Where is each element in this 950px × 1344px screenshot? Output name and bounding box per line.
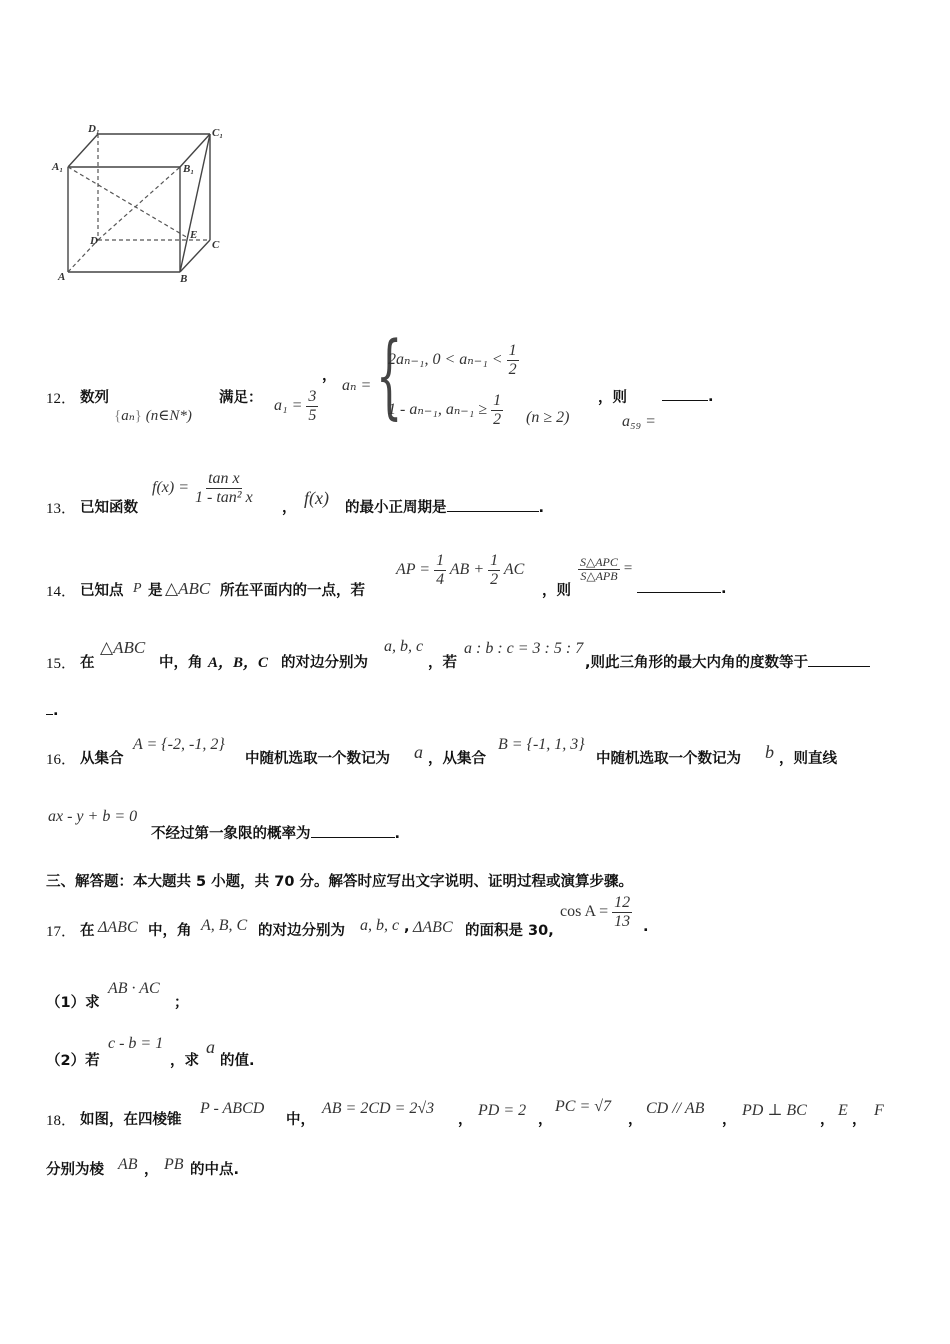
q16-text-5: ，则直线 — [779, 751, 837, 767]
q15-text-4: ，若 — [428, 655, 457, 671]
q14-frac-2-den: 2 — [490, 570, 499, 588]
q13-number: 13． — [46, 501, 77, 517]
q18-cond-2: PD = 2 — [478, 1102, 527, 1119]
q14-area-num: S△APC — [580, 555, 618, 569]
q17-triangle: ΔABC — [98, 919, 138, 936]
q14-vector-eq — [396, 552, 524, 589]
q17-part-2-tail: 的值. — [220, 1053, 255, 1069]
q16-text-1: 从集合 — [80, 751, 124, 767]
q12-text-3: ，则 — [598, 390, 627, 406]
q17-part-1-tail: ； — [174, 995, 189, 1011]
q18-line-2-text-2: ， — [144, 1162, 159, 1178]
q13-f-num: tan x — [208, 470, 240, 487]
q17-part-1-label: （1）求 — [46, 995, 100, 1011]
q17-part-2-var-a: a — [206, 1037, 215, 1057]
q12-case-2-lhs: 1 - aₙ₋₁, aₙ₋₁ ≥ — [388, 401, 488, 419]
q17-angles: A, B, C — [201, 917, 248, 934]
q12-case-1-lhs: 2aₙ₋₁, 0 < aₙ₋₁ < — [388, 351, 503, 369]
q18-sep-1: ， — [458, 1112, 473, 1128]
q14-text-3: 所在平面内的一点，若 — [220, 583, 365, 599]
q16-number: 16． — [46, 752, 77, 768]
q18-line-2-text-1: 分别为棱 — [46, 1162, 104, 1178]
q15-angles: A，B，C — [208, 655, 269, 671]
q13-text-3: 的最小正周期是 — [345, 500, 447, 516]
q17-part-2-text: ，求 — [170, 1053, 199, 1069]
q16-blank-line — [311, 836, 395, 838]
label-b1: B₁ — [183, 163, 195, 175]
q16-var-a: a — [414, 742, 423, 762]
q17-comma: , — [404, 919, 410, 935]
label-d1: D₁ — [88, 123, 100, 135]
q14-ab: AB + — [449, 561, 485, 579]
q18-cond-4: CD // AB — [646, 1100, 705, 1117]
q18-text-2: 中， — [286, 1112, 315, 1128]
q17-cos-den: 13 — [614, 912, 631, 930]
q13-function — [152, 470, 255, 507]
q15-triangle: △ABC — [100, 638, 146, 657]
q14-ap: AP = — [396, 561, 431, 579]
q15-line — [585, 651, 870, 672]
q18-number: 18． — [46, 1113, 77, 1129]
q13-text-1: 已知函数 — [80, 500, 138, 516]
q13-tail: . — [538, 500, 545, 516]
q12-text-2: 满足： — [219, 390, 263, 406]
q12-an-lhs: aₙ = — [342, 377, 372, 394]
q12-a1 — [274, 388, 318, 425]
q15-sides: a, b, c — [384, 638, 424, 655]
q17-part-2-label: （2）若 — [46, 1053, 100, 1069]
q17-tail: . — [643, 919, 649, 935]
q13-line — [345, 496, 544, 517]
q15-text-1: 在 — [80, 655, 95, 671]
q18-sep-3: ， — [628, 1112, 643, 1128]
q13-f-den: 1 - tan² x — [195, 488, 253, 506]
q12-a59: a₅₉ = — [622, 413, 656, 430]
q14-frac-1 — [434, 552, 446, 589]
q13-fx: f(x) — [304, 488, 329, 508]
label-a: A — [58, 271, 66, 283]
q17-part-2-expr: c - b = 1 — [108, 1035, 164, 1052]
label-c: C — [212, 239, 220, 251]
q12-seq: {aₙ} (n∈N*) — [114, 408, 192, 424]
q12-a1-fraction — [306, 388, 318, 425]
q12-case-1-num: 1 — [508, 342, 517, 359]
q14-area-ratio — [578, 556, 633, 584]
label-c1: C₁ — [212, 127, 224, 139]
q18-sep-2: ， — [538, 1112, 553, 1128]
q17-triangle-2: ΔABC — [413, 919, 453, 936]
q14-triangle: △ABC — [165, 579, 211, 598]
q18-text-1: 如图，在四棱锥 — [80, 1112, 182, 1128]
q18-pyramid: P - ABCD — [200, 1100, 265, 1117]
q14-point-p: P — [133, 581, 142, 596]
q16-line-eq: ax - y + b = 0 — [48, 808, 138, 825]
q15-blank-line-2 — [46, 713, 53, 715]
edge-a1d1 — [68, 134, 98, 167]
q18-point-f: F — [874, 1102, 884, 1119]
q18-sep-5: ， — [820, 1112, 835, 1128]
q12-a1-den: 5 — [308, 406, 317, 424]
q18-sep-6: ， — [852, 1112, 867, 1128]
q15-blank-line-1 — [808, 665, 870, 667]
q12-number: 12． — [46, 391, 77, 407]
q13-comma: ， — [282, 500, 297, 516]
q14-eq: = — [622, 560, 634, 577]
q14-area-den: S△APB — [580, 569, 618, 584]
q16-text-4: 中随机选取一个数记为 — [596, 751, 741, 767]
q15-text-3: 的对边分别为 — [281, 655, 368, 671]
q16-line-2 — [151, 822, 400, 843]
q17-number: 17． — [46, 924, 77, 940]
q17-text-2: 中，角 — [148, 923, 192, 939]
q17-cos-fraction — [612, 894, 632, 931]
q15-ratio: a : b : c = 3 : 5 : 7 — [464, 640, 584, 657]
q12-case-2 — [388, 392, 503, 429]
q12-seq-symbol: aₙ — [121, 408, 135, 424]
q14-text-2: 是 — [148, 583, 163, 599]
q17-text-1: 在 — [80, 923, 95, 939]
q16-text-2: 中随机选取一个数记为 — [245, 751, 390, 767]
q13-blank-line — [447, 510, 539, 512]
q12-case-2-den: 2 — [493, 410, 502, 428]
q18-point-e: E — [838, 1102, 848, 1119]
q18-sep-4: ， — [722, 1112, 737, 1128]
edge-bc — [180, 240, 210, 272]
q14-number: 14． — [46, 584, 77, 600]
q15-text-5: ,则此三角形的最大内角的度数等于 — [585, 655, 809, 671]
q16-tail: . — [394, 826, 401, 842]
q18-edge-pb: PB — [164, 1156, 184, 1173]
q12-case-1-den: 2 — [508, 360, 517, 378]
q12-case-2-num: 1 — [493, 392, 502, 409]
q14-frac-2 — [488, 552, 500, 589]
q17-cos-num: 12 — [614, 894, 631, 911]
q14-ac: AC — [503, 561, 525, 579]
q14-tail: . — [721, 581, 727, 597]
q12-case-1-fraction — [507, 342, 519, 379]
q14-text-4: ，则 — [542, 583, 571, 599]
q17-sides: a, b, c — [360, 917, 400, 934]
q15-line-2 — [46, 702, 59, 720]
q17-text-5: 的面积是 30, — [465, 923, 554, 939]
q14-area-fraction — [578, 556, 620, 584]
q12-case-2-fraction — [491, 392, 503, 429]
diag-db1 — [98, 167, 180, 240]
q12-piecewise-brace: { — [376, 322, 403, 429]
q12-answer-blank — [662, 388, 714, 406]
q13-f-fraction — [193, 470, 255, 507]
q15-tail: . — [53, 703, 59, 719]
section-3-header: 三、解答题：本大题共 5 小题，共 70 分。解答时应写出文字说明、证明过程或演算步骤。 — [46, 874, 633, 890]
q12-condition: (n ≥ 2) — [526, 409, 570, 426]
q17-text-3: 的对边分别为 — [258, 923, 345, 939]
q16-set-a: A = {-2, -1, 2} — [133, 736, 225, 753]
q16-text-6: 不经过第一象限的概率为 — [151, 826, 311, 842]
q15-text-2: 中，角 — [159, 655, 203, 671]
q15-number: 15． — [46, 656, 77, 672]
label-e: E — [190, 229, 198, 241]
q14-frac-2-num: 1 — [490, 552, 499, 569]
q12-tail: . — [708, 389, 714, 405]
q18-edge-ab: AB — [118, 1156, 138, 1173]
q17-cos-lhs: cos A = — [560, 903, 609, 921]
q14-frac-1-num: 1 — [436, 552, 445, 569]
q12-comma: ， — [322, 368, 337, 384]
diag-a1e — [68, 167, 188, 238]
q14-text-1: 已知点 — [80, 583, 124, 599]
q12-blank-line — [662, 399, 708, 401]
label-a1: A₁ — [52, 161, 64, 173]
q12-a1-num: 3 — [308, 388, 317, 405]
q14-blank-line — [637, 591, 721, 593]
q13-f-lhs: f(x) = — [152, 479, 189, 497]
edge-bc1 — [180, 134, 210, 272]
label-b: B — [180, 273, 188, 285]
q18-line-2-text-3: 的中点. — [190, 1162, 240, 1178]
q18-cond-1: AB = 2CD = 2√3 — [322, 1100, 435, 1117]
q18-cond-3: PC = √7 — [555, 1098, 612, 1115]
q12-a1-lhs: a₁ = — [274, 397, 303, 415]
q12-text-1: 数列 — [80, 390, 109, 406]
q17-cos — [560, 894, 632, 931]
q16-set-b: B = {-1, 1, 3} — [498, 736, 585, 753]
q17-part-1-expr: AB · AC — [108, 980, 160, 997]
label-d: D — [90, 235, 98, 247]
q16-text-3: ，从集合 — [428, 751, 486, 767]
q14-answer — [637, 580, 727, 598]
q16-var-b: b — [765, 742, 774, 762]
q12-case-1 — [388, 342, 519, 379]
q14-frac-1-den: 4 — [436, 570, 445, 588]
q12-seq-condition: (n∈N*) — [145, 408, 192, 424]
cube-figure — [50, 120, 230, 285]
q18-cond-5: PD ⊥ BC — [742, 1102, 807, 1119]
